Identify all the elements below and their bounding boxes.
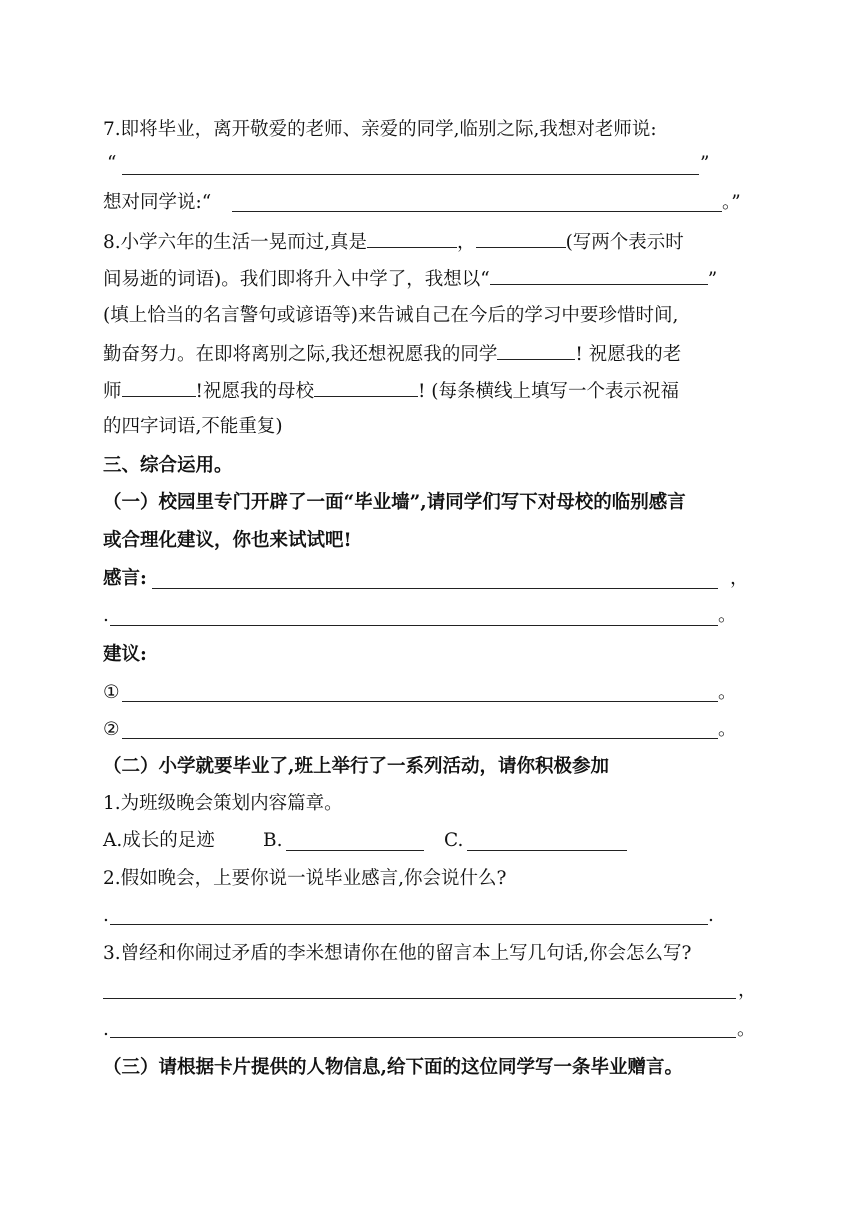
q8-blank-wish-school[interactable] (314, 377, 418, 397)
suggestion-2-marker: ② (103, 719, 120, 740)
q8-line5 (103, 377, 763, 405)
q8-l5-tail: ! (每条横线上填写一个表示祝福 (417, 381, 679, 402)
q8-l2-quote: ” (707, 269, 718, 290)
q2-answer-line[interactable] (110, 923, 708, 925)
q3-dot: . (103, 1019, 109, 1040)
q3-comma: ， (738, 980, 757, 1001)
q8-line4 (103, 340, 763, 368)
q8-l1-tail: (写两个表示时 (565, 232, 684, 253)
section3-heading: 三、综合运用。 (103, 455, 233, 476)
jian-label: 建议: (103, 644, 147, 665)
suggestion-2-line[interactable] (122, 737, 718, 739)
part3-heading: （三）请根据卡片提供的人物信息,给下面的这位同学写一条毕业赠言。 (103, 1057, 683, 1078)
opt-c-line[interactable] (467, 849, 627, 851)
q2-end: . (708, 905, 714, 926)
part2-q3: 3.曾经和你闹过矛盾的李米想请你在他的留言本上写几句话,你会怎么写? (103, 943, 692, 964)
part1-prompt-line1: （一）校园里专门开辟了一面“毕业墙”,请同学们写下对母校的临别感言 (103, 492, 686, 513)
q8-blank-motto[interactable] (490, 265, 708, 285)
part2-heading: （二）小学就要毕业了,班上举行了一系列活动，请你积极参加 (103, 756, 609, 777)
q7-classmate-prefix: 想对同学说:“ (103, 192, 212, 213)
q8-blank-wish-classmate[interactable] (497, 340, 575, 360)
q8-l5-text: 师 (103, 381, 122, 402)
suggestion-1-period: 。 (718, 682, 737, 703)
q8-line2 (103, 265, 763, 293)
q3-period: 。 (737, 1019, 756, 1040)
opt-b-line[interactable] (286, 849, 424, 851)
part2-q1: 1.为班级晚会策划内容篇章。 (103, 793, 343, 814)
q8-l1-text: 8.小学六年的生活一晃而过,真是 (103, 232, 368, 253)
opt-b-label: B. (263, 830, 283, 851)
gan-dot: . (103, 605, 109, 626)
q8-blank-wish-teacher[interactable] (122, 377, 196, 397)
gan-period: 。 (718, 605, 737, 626)
q7-line1: 7.即将毕业，离开敬爱的老师、亲爱的同学,临别之际,我想对老师说: (103, 119, 657, 140)
q7-classmate-suffix: 。” (722, 192, 741, 213)
q8-blank-time-word-1[interactable] (367, 228, 457, 248)
part1-prompt-line2: 或合理化建议，你也来试试吧! (103, 530, 352, 551)
suggestion-1-marker: ① (103, 682, 120, 703)
gan-answer-line-1[interactable] (152, 587, 718, 589)
q8-l4-tail: ! 祝愿我的老 (575, 344, 682, 365)
gan-answer-line-2[interactable] (110, 624, 718, 626)
q3-answer-line-2[interactable] (110, 1036, 736, 1038)
q8-l4-text: 勤奋努力。在即将离别之际,我还想祝愿我的同学 (103, 344, 498, 365)
q7-classmate-answer-line[interactable] (232, 210, 722, 212)
suggestion-1-line[interactable] (122, 700, 718, 702)
q7-close-quote: ” (700, 153, 710, 174)
opt-c-label: C. (444, 830, 464, 851)
q8-l5-mid: !祝愿我的母校 (195, 381, 314, 402)
q3-answer-line-1[interactable] (103, 997, 736, 999)
q7-teacher-answer-line[interactable] (122, 173, 699, 175)
gan-label: 感言: (103, 568, 147, 589)
q7-open-quote: “ (107, 153, 117, 174)
q8-blank-time-word-2[interactable] (476, 228, 566, 248)
q8-line6: 的四字词语,不能重复) (103, 416, 283, 437)
gan-comma: ， (730, 568, 749, 589)
q8-line3: (填上恰当的名言警句或谚语等)来告诫自己在今后的学习中要珍惜时间, (103, 305, 679, 326)
q8-line1 (103, 228, 763, 256)
suggestion-2-period: 。 (718, 719, 737, 740)
q8-l1-sep: ， (457, 232, 476, 253)
opt-a: A.成长的足迹 (103, 830, 215, 851)
q8-l2-text: 间易逝的词语)。我们即将升入中学了，我想以“ (103, 269, 490, 290)
part2-q2: 2.假如晚会，上要你说一说毕业感言,你会说什么? (103, 868, 507, 889)
q2-dot: . (103, 905, 109, 926)
